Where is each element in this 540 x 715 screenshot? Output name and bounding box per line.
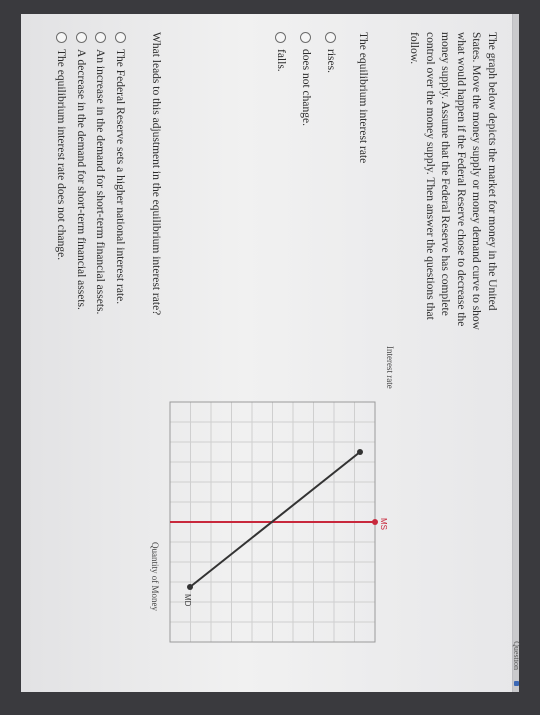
option-fed-sets-rate[interactable]: [112, 32, 128, 342]
question-page: [21, 14, 519, 692]
option-rate-unchanged[interactable]: [53, 32, 69, 342]
graph-canvas[interactable]: [145, 342, 505, 692]
radio-button[interactable]: [115, 32, 126, 43]
question-tag: Question: [512, 641, 521, 670]
ms-endpoint-top: [372, 519, 378, 525]
md-label: MD: [183, 594, 192, 607]
option-does-not-change[interactable]: [300, 32, 312, 126]
ms-label: MS: [379, 518, 388, 530]
x-axis-label: Quantity of Money: [150, 542, 160, 611]
top-toolbar: [512, 14, 519, 692]
screen-panel: [21, 14, 519, 692]
question1-prompt: The equilibrium interest rate: [357, 32, 369, 164]
radio-button[interactable]: [300, 32, 311, 43]
option-label: A decrease in the demand for short-term financial assets.: [75, 49, 87, 310]
radio-button[interactable]: [325, 32, 336, 43]
money-market-graph[interactable]: [145, 342, 505, 692]
option-label: The equilibrium interest rate does not change.: [55, 49, 68, 261]
option-decrease-demand[interactable]: [73, 32, 89, 342]
option-falls[interactable]: [275, 32, 287, 126]
menu-icon[interactable]: [514, 681, 519, 686]
option-increase-demand[interactable]: [92, 32, 108, 342]
option-rises[interactable]: [325, 32, 337, 126]
y-axis-label: Interest rate: [385, 346, 395, 389]
radio-button[interactable]: [57, 32, 68, 43]
option-label: falls.: [275, 49, 287, 72]
radio-button[interactable]: [76, 32, 87, 43]
question2-options: [49, 32, 127, 342]
option-label: An increase in the demand for short-term financial assets.: [94, 49, 107, 315]
option-label: rises.: [325, 49, 337, 73]
md-endpoint-bottom: [187, 584, 193, 590]
option-label: The Federal Reserve sets a higher national interest rate.: [114, 49, 126, 305]
question1-options: [262, 32, 337, 126]
radio-button[interactable]: [275, 32, 286, 43]
option-label: does not change.: [300, 49, 312, 126]
md-endpoint-top: [357, 449, 363, 455]
question2-prompt: What leads to this adjustment in the equilibrium interest rate?: [150, 32, 162, 316]
radio-button[interactable]: [96, 32, 107, 43]
intro-text: The graph below depicts the market for money in the United States. Move the money supply or money demand curve to show what would happen if the Federal Reserve chose to decrease the money supply. Assume that the Federal Reserve has complete control over the money supply. Then answer the questions that follow.: [408, 32, 498, 330]
